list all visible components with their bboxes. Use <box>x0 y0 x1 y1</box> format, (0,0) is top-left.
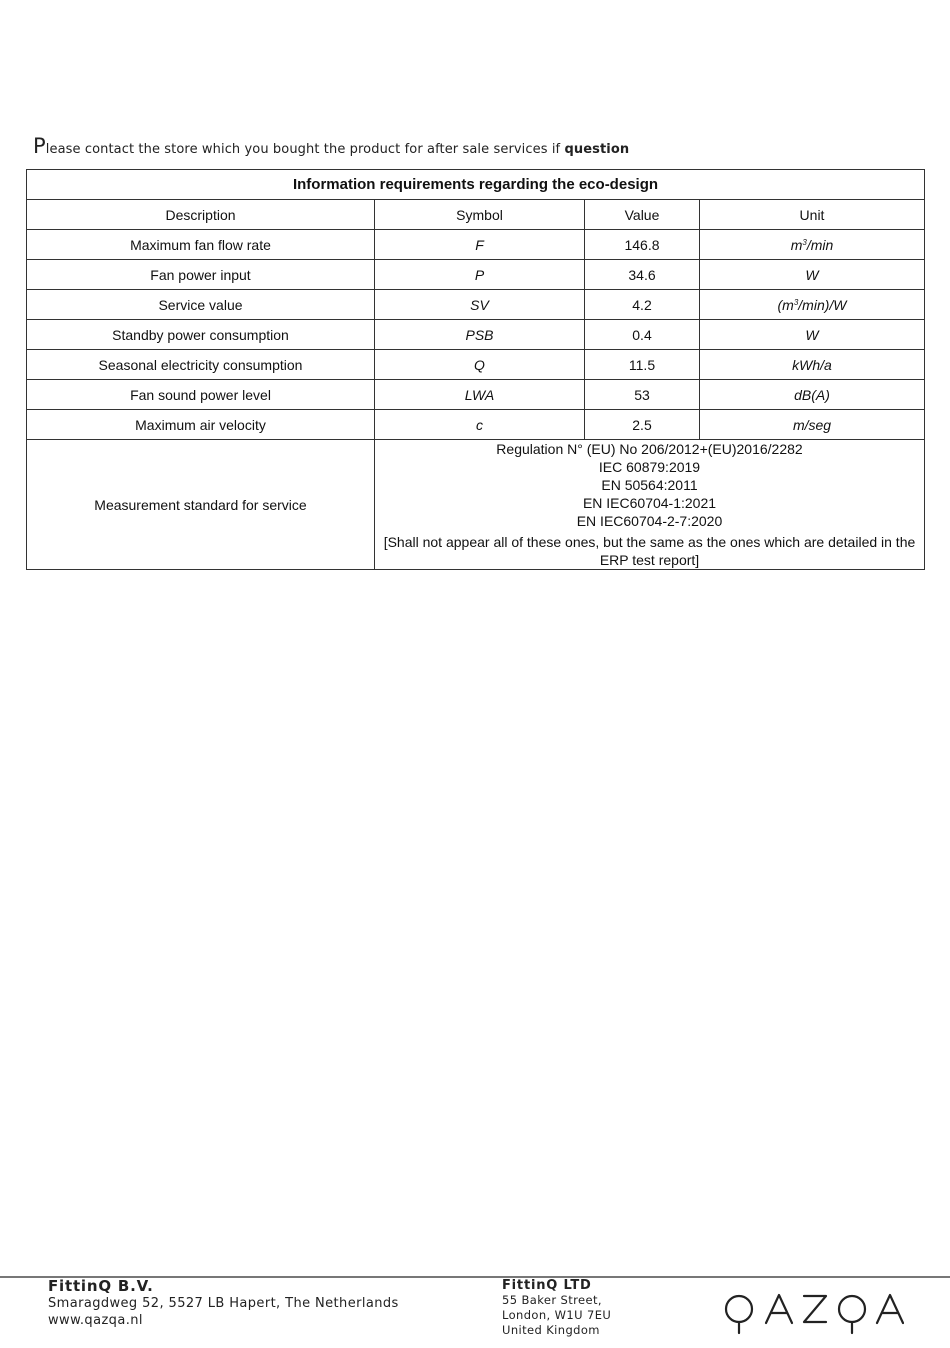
row-symbol: P <box>375 260 585 290</box>
eco-design-table <box>26 169 925 570</box>
standard-line: Regulation N° (EU) No 206/2012+(EU)2016/2282 <box>496 441 803 457</box>
country-uk: United Kingdom <box>502 1323 600 1337</box>
street-uk: 55 Baker Street, <box>502 1293 602 1307</box>
row-symbol: SV <box>375 290 585 320</box>
table-row <box>27 380 925 410</box>
row-symbol: PSB <box>375 320 585 350</box>
city-uk: London, W1U 7EU <box>502 1308 612 1322</box>
row-unit: dB(A) <box>700 380 925 410</box>
company-name-uk: FittinQ LTD <box>502 1278 592 1293</box>
row-description: Maximum air velocity <box>27 410 375 440</box>
row-symbol: Q <box>375 350 585 380</box>
table-title: Information requirements regarding the eco-design <box>27 170 925 200</box>
intro-body: lease contact the store which you bought the product for after sale services if <box>45 142 565 157</box>
row-unit: $m^3/\min$ <box>700 230 925 260</box>
header-row <box>27 200 925 230</box>
row-symbol: c <box>375 410 585 440</box>
standard-cell <box>375 440 925 570</box>
row-unit: m/seg <box>700 410 925 440</box>
row-value: 0.4 <box>585 320 700 350</box>
row-description: Seasonal electricity consumption <box>27 350 375 380</box>
row-description: Service value <box>27 290 375 320</box>
row-symbol: LWA <box>375 380 585 410</box>
intro-text <box>33 136 629 157</box>
standard-line: IEC 60879:2019 <box>598 459 701 475</box>
row-unit: kWh/a <box>700 350 925 380</box>
row-value: 4.2 <box>585 290 700 320</box>
intro-first-letter: P <box>33 134 46 158</box>
header-value: Value <box>585 200 700 230</box>
website-nl: www.qazqa.nl <box>48 1313 143 1328</box>
table-row <box>27 410 925 440</box>
standard-label: Measurement standard for service <box>27 440 375 570</box>
header-description: Description <box>27 200 375 230</box>
row-unit: W <box>700 260 925 290</box>
table-row <box>27 290 925 320</box>
intro-emphasis: question <box>564 142 630 157</box>
table-row <box>27 230 925 260</box>
standard-line: EN IEC60704-2-7:2020 <box>576 513 723 529</box>
row-description: Standby power consumption <box>27 320 375 350</box>
qazqa-logo <box>722 1289 904 1335</box>
row-symbol: F <box>375 230 585 260</box>
standard-line: EN IEC60704-1:2021 <box>582 495 717 511</box>
company-name-nl: FittinQ B.V. <box>48 1277 154 1295</box>
standard-row <box>27 440 925 570</box>
row-value: 53 <box>585 380 700 410</box>
row-description: Fan sound power level <box>27 380 375 410</box>
table-row <box>27 260 925 290</box>
table-row <box>27 350 925 380</box>
standard-line: EN 50564:2011 <box>601 477 698 493</box>
footer-address-uk <box>502 1278 611 1338</box>
row-description: Maximum fan flow rate <box>27 230 375 260</box>
header-unit: Unit <box>700 200 925 230</box>
standard-note: [Shall not appear all of these ones, but the same as the ones which are detailed in the ERP test report] <box>383 534 916 568</box>
footer-address-nl <box>48 1278 399 1329</box>
table-row <box>27 320 925 350</box>
row-value: 11.5 <box>585 350 700 380</box>
header-symbol: Symbol <box>375 200 585 230</box>
row-unit: W <box>700 320 925 350</box>
row-value: 34.6 <box>585 260 700 290</box>
row-value: 146.8 <box>585 230 700 260</box>
address-nl: Smaragdweg 52, 5527 LB Hapert, The Netherlands <box>48 1296 399 1311</box>
row-description: Fan power input <box>27 260 375 290</box>
row-value: 2.5 <box>585 410 700 440</box>
row-unit: $(m^3/\min)/W$ <box>700 290 925 320</box>
